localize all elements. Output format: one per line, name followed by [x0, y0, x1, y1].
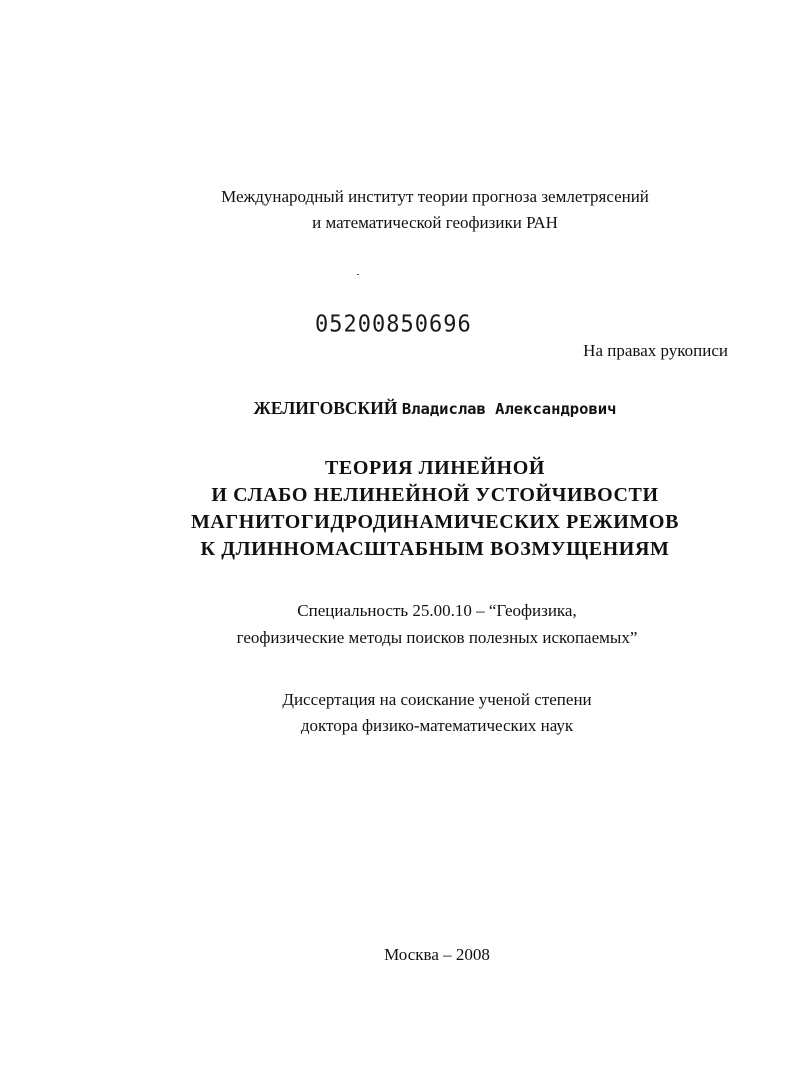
author-first-names: Владислав Александрович — [401, 400, 617, 418]
specialty-line-2: геофизические методы поисков полезных ископаемых” — [236, 628, 638, 647]
city-year: Москва – 2008 — [384, 945, 490, 964]
thesis-title-line-1: ТЕОРИЯ ЛИНЕЙНОЙ — [324, 457, 546, 479]
institute-name-line-2: и математической геофизики РАН — [312, 213, 558, 232]
dissertation-line-2: доктора физико-математических наук — [300, 716, 574, 735]
library-stamp-number: 05200850696 — [315, 311, 472, 338]
author-surname: ЖЕЛИГОВСКИЙ — [253, 398, 398, 418]
thesis-title-line-4: К ДЛИННОМАСШТАБНЫМ ВОЗМУЩЕНИЯМ — [200, 538, 670, 560]
thesis-title-line-3: МАГНИТОГИДРОДИНАМИЧЕСКИХ РЕЖИМОВ — [190, 511, 680, 533]
manuscript-rights-note: На правах рукописи — [583, 341, 728, 360]
institute-name-line-1: Международный институт теории прогноза землетрясений — [221, 187, 649, 206]
author-name — [0, 398, 794, 419]
thesis-title-line-2: И СЛАБО НЕЛИНЕЙНОЙ УСТОЙЧИВОСТИ — [211, 484, 659, 506]
scan-speck — [357, 274, 359, 275]
specialty-line-1: Специальность 25.00.10 – “Геофизика, — [297, 601, 577, 620]
dissertation-line-1: Диссертация на соискание ученой степени — [282, 690, 592, 709]
